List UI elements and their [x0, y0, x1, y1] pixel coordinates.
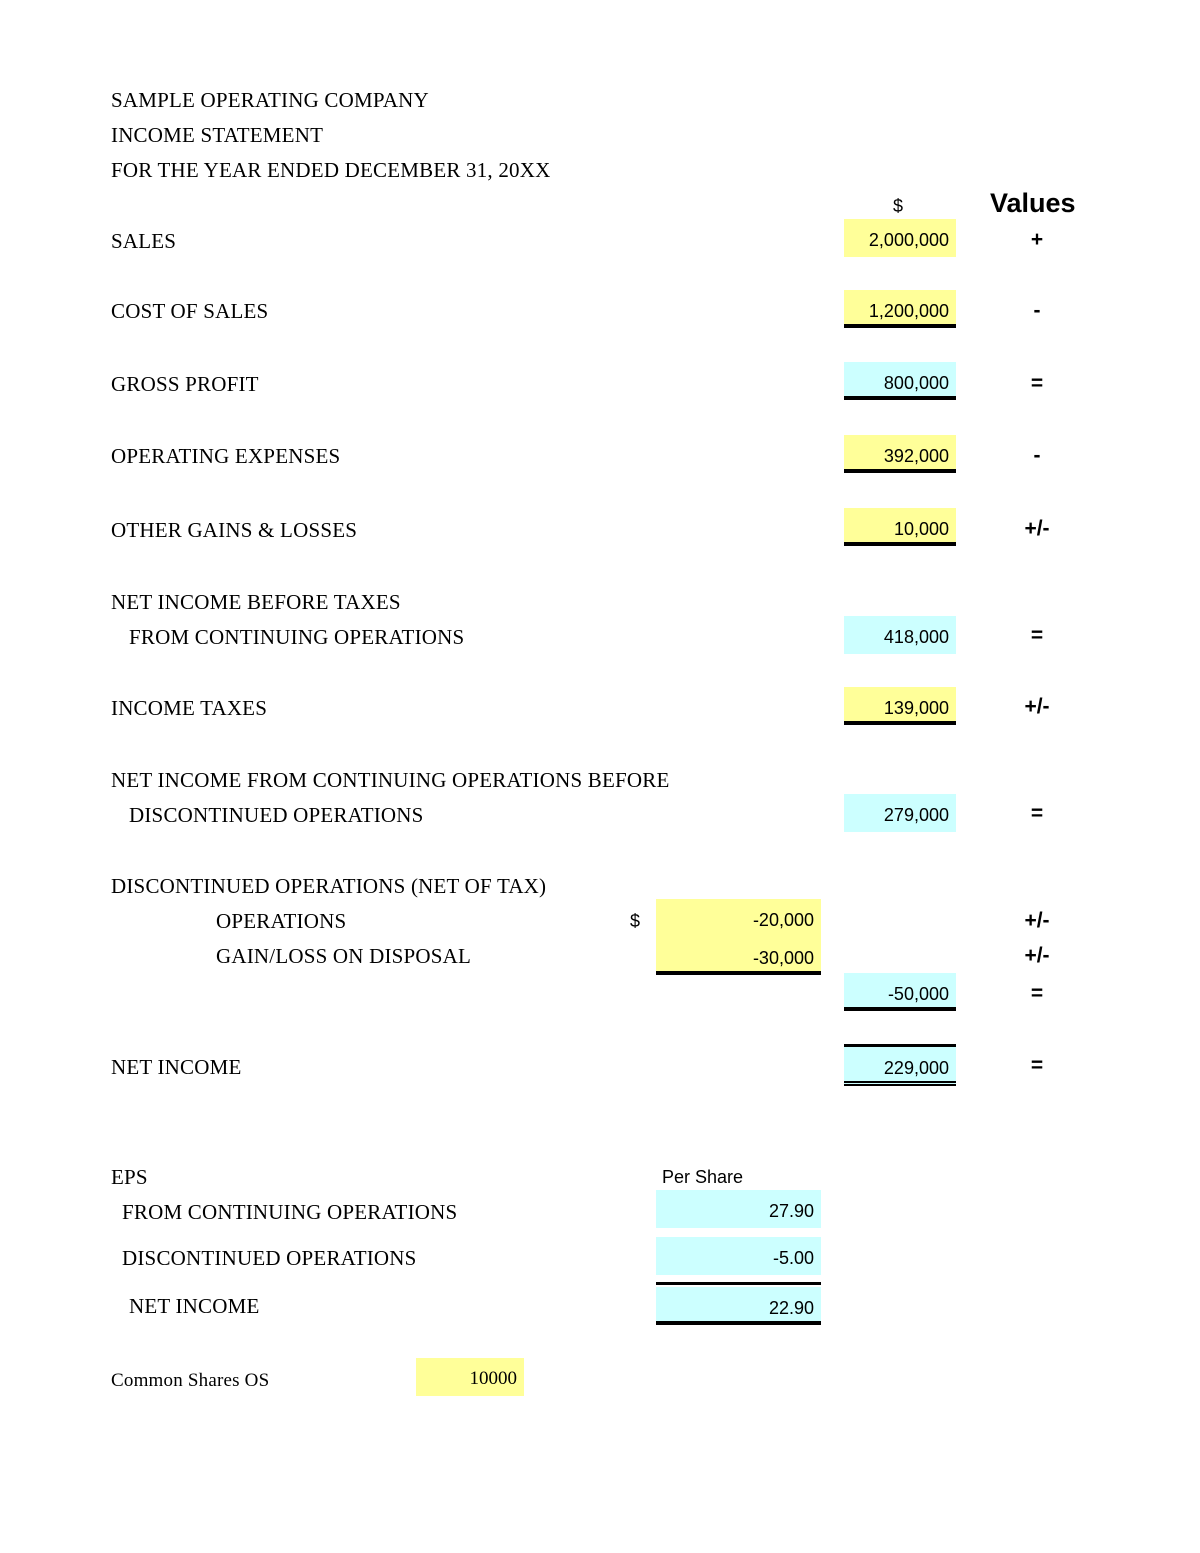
other-gains-losses-amount-cell[interactable]: 10,000 [844, 508, 956, 546]
common-shares-value-cell[interactable]: 10000 [416, 1358, 524, 1396]
other-gains-losses-label: OTHER GAINS & LOSSES [111, 518, 358, 542]
ni-continuing-amount-cell[interactable]: 279,000 [844, 794, 956, 832]
eps-total-rule [656, 1282, 821, 1285]
currency-column-header: $ [893, 196, 904, 216]
per-share-header: Per Share [662, 1167, 744, 1187]
discontinued-operations-label: OPERATIONS [216, 909, 347, 933]
other-gains-losses-operator: +/- [1024, 517, 1050, 540]
income-taxes-label: INCOME TAXES [111, 696, 268, 720]
disposal-label: GAIN/LOSS ON DISPOSAL [216, 944, 472, 968]
eps-discontinued-label: DISCONTINUED OPERATIONS [122, 1246, 417, 1270]
disposal-operator: +/- [1024, 944, 1050, 967]
income-taxes-amount-cell[interactable]: 139,000 [844, 687, 956, 725]
gross-profit-operator: = [1030, 372, 1044, 395]
disposal-amount-cell[interactable]: -30,000 [656, 937, 821, 975]
statement-period: FOR THE YEAR ENDED DECEMBER 31, 20XX [111, 158, 551, 182]
sales-amount-cell[interactable]: 2,000,000 [844, 219, 956, 257]
discontinued-ops-label: DISCONTINUED OPERATIONS (NET OF TAX) [111, 874, 547, 898]
cost-of-sales-operator: - [1033, 299, 1041, 322]
discontinued-operations-amount-cell[interactable]: -20,000 [656, 899, 821, 937]
discontinued-total-operator: = [1030, 982, 1044, 1005]
operating-expenses-operator: - [1033, 444, 1041, 467]
discontinued-total-amount-cell[interactable]: -50,000 [844, 973, 956, 1011]
ni-continuing-label-line1: NET INCOME FROM CONTINUING OPERATIONS BEFORE [111, 768, 670, 792]
discontinued-currency: $ [630, 911, 641, 931]
eps-continuing-value-cell[interactable]: 27.90 [656, 1190, 821, 1228]
cost-of-sales-amount-cell[interactable]: 1,200,000 [844, 290, 956, 328]
gross-profit-label: GROSS PROFIT [111, 372, 259, 396]
eps-discontinued-value-cell[interactable]: -5.00 [656, 1237, 821, 1275]
common-shares-label: Common Shares OS [111, 1370, 270, 1391]
nibt-label-line1: NET INCOME BEFORE TAXES [111, 590, 401, 614]
operating-expenses-amount-cell[interactable]: 392,000 [844, 435, 956, 473]
net-income-operator: = [1030, 1054, 1044, 1077]
eps-net-income-label: NET INCOME [129, 1294, 260, 1318]
income-taxes-operator: +/- [1024, 695, 1050, 718]
cost-of-sales-label: COST OF SALES [111, 299, 269, 323]
company-name: SAMPLE OPERATING COMPANY [111, 88, 429, 112]
eps-label: EPS [111, 1165, 148, 1189]
discontinued-operations-operator: +/- [1024, 909, 1050, 932]
operating-expenses-label: OPERATING EXPENSES [111, 444, 341, 468]
eps-continuing-label: FROM CONTINUING OPERATIONS [122, 1200, 458, 1224]
net-income-amount-cell[interactable]: 229,000 [844, 1044, 956, 1086]
eps-net-income-value-cell[interactable]: 22.90 [656, 1287, 821, 1325]
ni-continuing-operator: = [1030, 802, 1044, 825]
nibt-amount-cell[interactable]: 418,000 [844, 616, 956, 654]
sales-operator: + [1030, 228, 1044, 251]
statement-title: INCOME STATEMENT [111, 123, 324, 147]
nibt-label-line2: FROM CONTINUING OPERATIONS [129, 625, 465, 649]
nibt-operator: = [1030, 624, 1044, 647]
values-column-header: Values [990, 188, 1076, 218]
gross-profit-amount-cell[interactable]: 800,000 [844, 362, 956, 400]
net-income-label: NET INCOME [111, 1055, 242, 1079]
ni-continuing-label-line2: DISCONTINUED OPERATIONS [129, 803, 424, 827]
sales-label: SALES [111, 229, 177, 253]
